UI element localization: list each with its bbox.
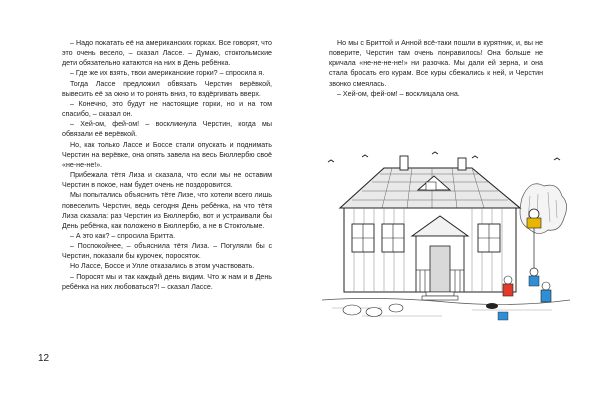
paragraph: – А это как? – спросила Бритта. <box>70 231 176 240</box>
paragraph: – Конечно, это будут не настоящие горки, но и на том спасибо, – сказал он. <box>62 99 272 119</box>
right-column <box>329 38 543 99</box>
paragraph: – Поспокойнее, – объяснила тётя Лиза. – Погуляли бы с Черстин, показали бы курочек, поросяток. <box>62 242 272 261</box>
page-number: 12 <box>38 353 50 364</box>
house-illustration <box>322 150 570 326</box>
paragraph: Прибежала тётя Лиза и сказала, что если мы не оставим Черстин в покое, нам будет очень не поздоровится. <box>62 171 272 190</box>
paragraph: Но мы с Бриттой и Анной всё-таки пошли в курятник, и, вы не поверите, Черстин там очень понравилось! Она больше не кричала «не-не-не-не!» ни разочка. Мы дали ей зерна, и она стала бросать его курам. Все куры сбежались к ней, и Черстин звонко смеялась. <box>329 39 543 88</box>
birds-icon <box>328 152 560 162</box>
paragraph: Но, как только Лассе и Боссе стали опускать и поднимать Черстин на верёвке, она опять завела на весь Бюллербю своё «не-не-не!». <box>62 140 272 169</box>
paragraph: – Хей-ом, фей-ом! – восклицала она. <box>337 89 460 98</box>
paragraph: – Надо покатать её на американских горках. Все говорят, что это очень весело, – сказал Лассе. – Думаю, стокгольмские дети обязательно катаются на них в День ребёнка. <box>62 39 272 68</box>
paragraph: – Хей-ом, фей-ом! – воскликнула Черстин, когда мы обвязали её верёвкой. <box>62 120 272 139</box>
paragraph: – Где же их взять, твои американские горки? – спросила я. <box>70 69 265 78</box>
paragraph: Но Лассе, Боссе и Улле отказались в этом участвовать. <box>70 262 255 271</box>
left-column <box>62 38 272 292</box>
paragraph: – Поросят мы и так каждый день видим. Что ж нам и в День ребёнка на них любоваться?! – сказал Лассе. <box>62 272 272 291</box>
paragraph: Мы попытались объяснить тёте Лизе, что хотели всего лишь повеселить Черстин, ведь сегодня День ребёнка, на что тётя Лиза сказала: раз Черстин из Бюллербю, вот и устраивали бы День ребёнка, как положено в Бюллербю, а не в Стокгольме. <box>62 191 272 230</box>
paragraph: Тогда Лассе предложил обвязать Черстин верёвкой, вывесить её за окно и то ронять вниз, то вздёргивать вверх. <box>62 79 272 98</box>
